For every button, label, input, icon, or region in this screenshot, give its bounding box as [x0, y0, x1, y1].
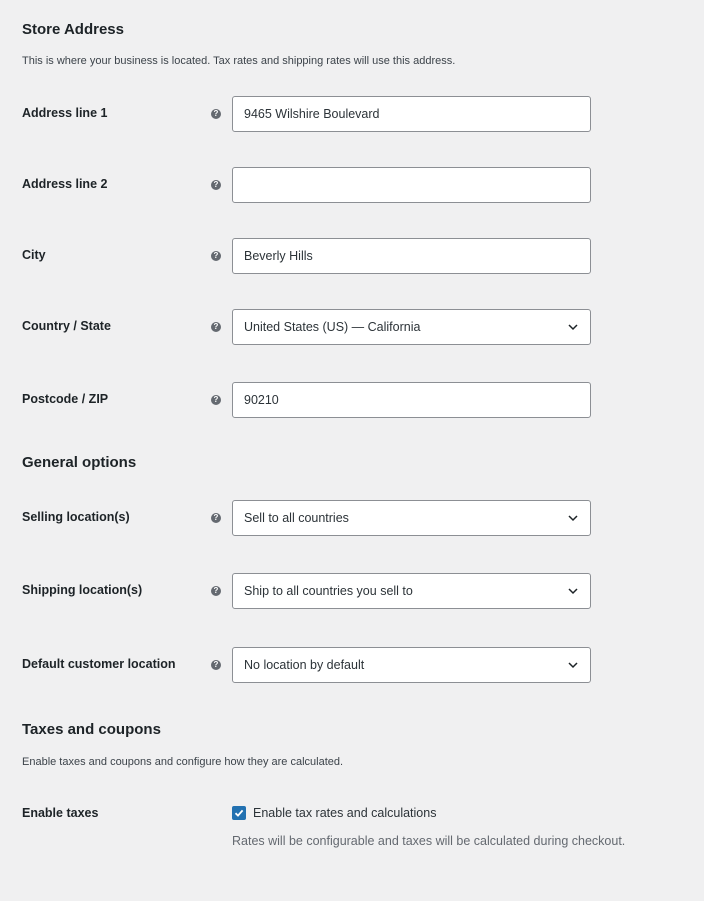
checkmark-icon: [234, 808, 244, 818]
help-icon[interactable]: ?: [211, 251, 221, 261]
enable-taxes-checkbox-label: Enable tax rates and calculations: [253, 806, 437, 820]
taxes-coupons-heading: Taxes and coupons: [22, 721, 161, 738]
help-icon[interactable]: ?: [211, 180, 221, 190]
enable-taxes-label: Enable taxes: [22, 806, 99, 820]
selling-locations-value: Sell to all countries: [244, 511, 349, 525]
default-customer-location-label: Default customer location: [22, 657, 176, 671]
help-icon[interactable]: ?: [211, 395, 221, 405]
city-input[interactable]: [232, 238, 591, 274]
city-label: City: [22, 248, 46, 262]
address-line-1-input[interactable]: [232, 96, 591, 132]
selling-locations-select[interactable]: [232, 500, 591, 536]
taxes-coupons-description: Enable taxes and coupons and configure how they are calculated.: [22, 756, 344, 768]
chevron-down-icon: [567, 659, 579, 671]
store-address-heading: Store Address: [22, 21, 124, 38]
store-address-description: This is where your business is located. Tax rates and shipping rates will use this address.: [22, 55, 456, 67]
default-customer-location-select[interactable]: [232, 647, 591, 683]
country-state-value: United States (US) — California: [244, 320, 421, 334]
shipping-locations-value: Ship to all countries you sell to: [244, 584, 413, 598]
general-options-heading: General options: [22, 454, 137, 471]
chevron-down-icon: [567, 512, 579, 524]
postcode-value: 90210: [244, 393, 279, 407]
city-value: Beverly Hills: [244, 249, 313, 263]
help-icon[interactable]: ?: [211, 660, 221, 670]
address-line-1-label: Address line 1: [22, 106, 108, 120]
postcode-input[interactable]: [232, 382, 591, 418]
address-line-1-value: 9465 Wilshire Boulevard: [244, 107, 380, 121]
help-icon[interactable]: ?: [211, 586, 221, 596]
enable-taxes-checkbox[interactable]: [232, 806, 246, 820]
country-state-label: Country / State: [22, 319, 111, 333]
shipping-locations-label: Shipping location(s): [22, 583, 143, 597]
enable-taxes-option[interactable]: [232, 806, 436, 820]
help-icon[interactable]: ?: [211, 513, 221, 523]
selling-locations-label: Selling location(s): [22, 510, 130, 524]
enable-taxes-note: Rates will be configurable and taxes will be calculated during checkout.: [232, 834, 626, 848]
country-state-select[interactable]: [232, 309, 591, 345]
address-line-2-label: Address line 2: [22, 177, 108, 191]
address-line-2-input[interactable]: [232, 167, 591, 203]
chevron-down-icon: [567, 585, 579, 597]
chevron-down-icon: [567, 321, 579, 333]
default-customer-location-value: No location by default: [244, 658, 365, 672]
postcode-label: Postcode / ZIP: [22, 392, 109, 406]
shipping-locations-select[interactable]: [232, 573, 591, 609]
help-icon[interactable]: ?: [211, 322, 221, 332]
help-icon[interactable]: ?: [211, 109, 221, 119]
